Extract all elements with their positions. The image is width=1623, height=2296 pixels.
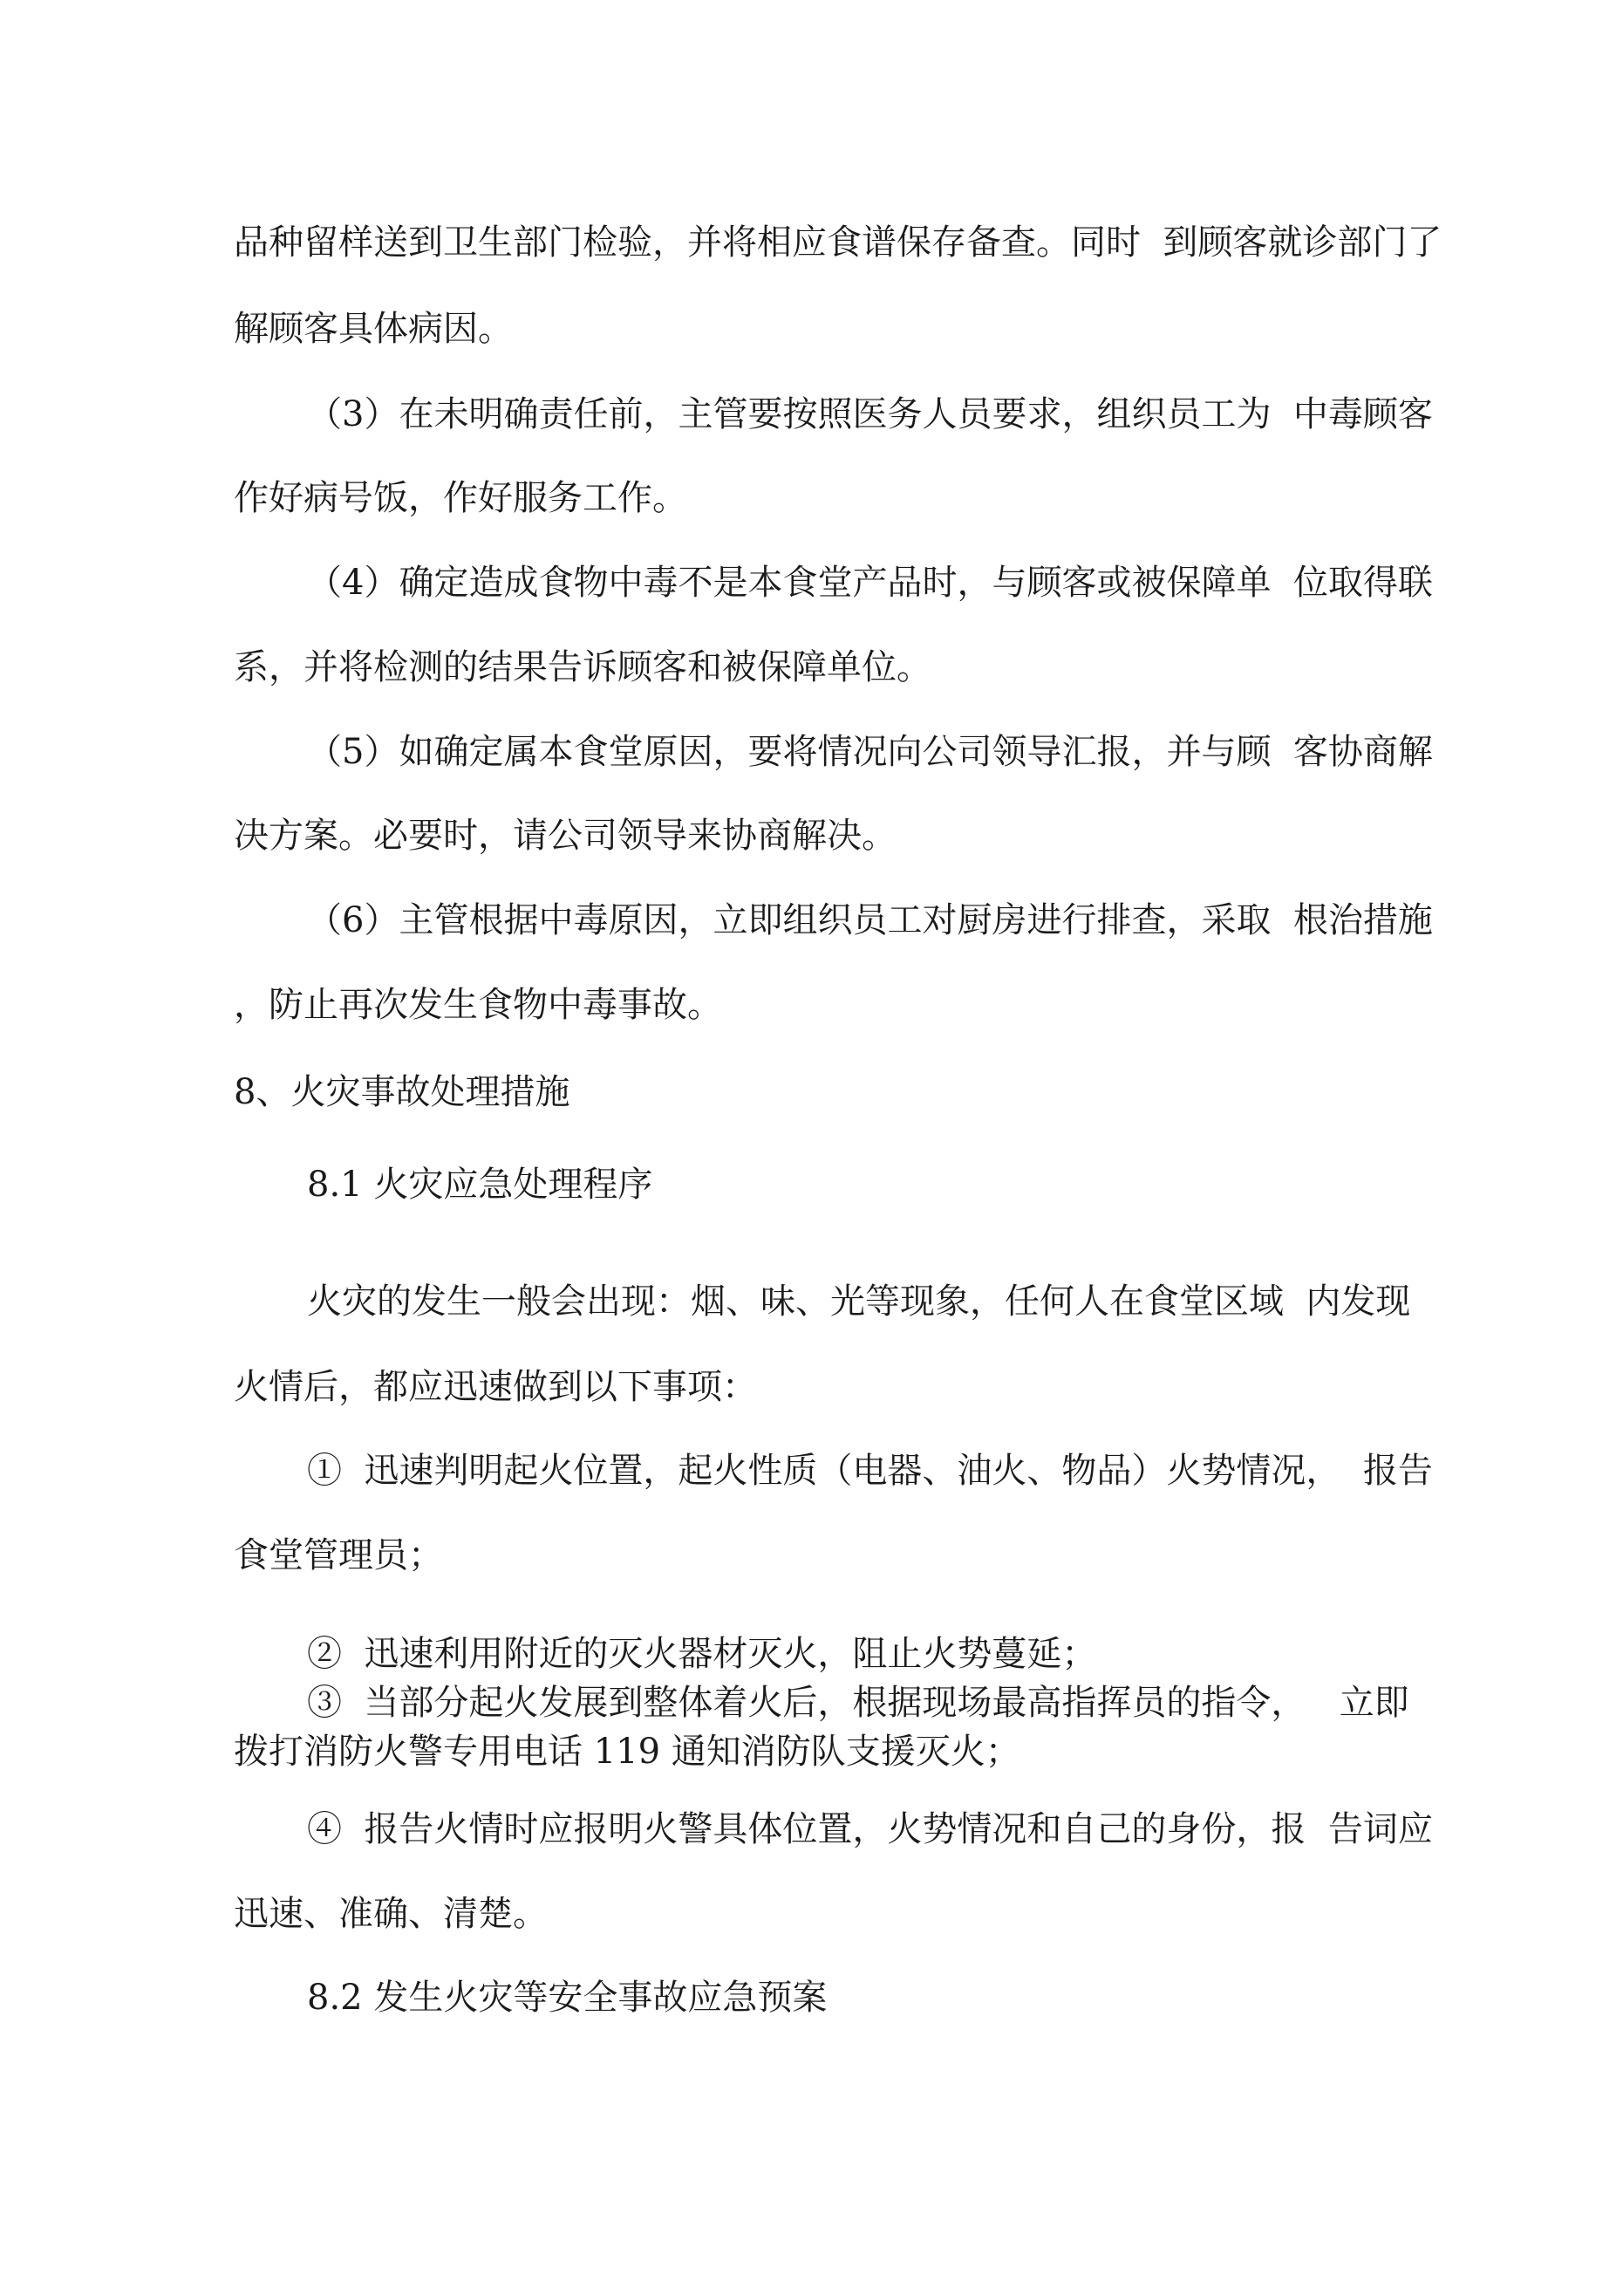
- list-item-continuation: 迅速、准确、清楚。: [234, 1894, 548, 1934]
- paragraph-line: 品种留样送到卫生部门检验，并将相应食谱保存备查。同时 到顾客就诊部门了: [234, 222, 1442, 263]
- paragraph-line: （3）在未明确责任前，主管要按照医务人员要求，组织员工为 中毒顾客: [307, 394, 1433, 434]
- paragraph-line: 火情后，都应迅速做到以下事项：: [234, 1367, 757, 1407]
- list-item-continuation: 拨打消防火警专用电话 119 通知消防队支援灭火；: [234, 1732, 1020, 1772]
- subsection-heading: 8.1 火灾应急处理程序: [307, 1165, 653, 1205]
- list-item: ① 迅速判明起火位置，起火性质（电器、油火、物品）火势情况， 报告: [307, 1451, 1433, 1491]
- paragraph-line: 系，并将检测的结果告诉顾客和被保障单位。: [234, 647, 931, 687]
- list-item: ② 迅速利用附近的灭火器材灭火，阻止火势蔓延；: [307, 1634, 1097, 1674]
- paragraph-line: （4）确定造成食物中毒不是本食堂产品时，与顾客或被保障单 位取得联: [307, 563, 1433, 603]
- paragraph-line: 解顾客具体病因。: [234, 309, 513, 349]
- paragraph-line: ，防止再次发生食物中毒事故。: [234, 985, 722, 1025]
- paragraph-line: 决方案。必要时，请公司领导来协商解决。: [234, 816, 897, 856]
- paragraph-line: 作好病号饭，作好服务工作。: [234, 478, 687, 518]
- paragraph-line: （5）如确定属本食堂原因，要将情况向公司领导汇报，并与顾 客协商解: [307, 732, 1433, 772]
- list-item: ③ 当部分起火发展到整体着火后，根据现场最高指挥员的指令， 立即: [307, 1683, 1409, 1723]
- paragraph-line: （6）主管根据中毒原因，立即组织员工对厨房进行排查，采取 根治措施: [307, 900, 1433, 940]
- subsection-heading: 8.2 发生火灾等安全事故应急预案: [307, 1978, 828, 2018]
- list-item-continuation: 食堂管理员；: [234, 1535, 443, 1575]
- list-item: ④ 报告火情时应报明火警具体位置，火势情况和自己的身份，报 告词应: [307, 1809, 1433, 1849]
- paragraph-line: 火灾的发生一般会出现：烟、味、光等现象，任何人在食堂区域 内发现: [307, 1281, 1411, 1322]
- section-heading: 8、火灾事故处理措施: [234, 1072, 570, 1112]
